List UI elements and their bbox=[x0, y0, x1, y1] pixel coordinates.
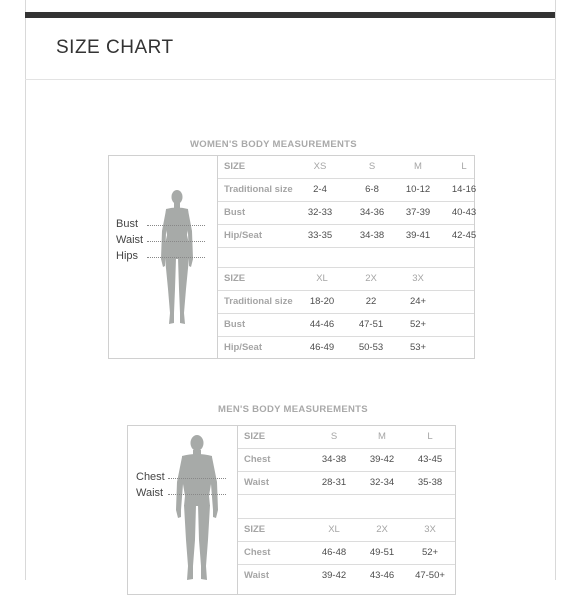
table-row bbox=[218, 202, 477, 225]
table-row bbox=[218, 337, 474, 360]
table-cell: 35-38 bbox=[417, 477, 443, 488]
size-header: SIZE bbox=[244, 431, 266, 442]
table-cell: 34-36 bbox=[359, 207, 385, 218]
table-cell: 44-46 bbox=[309, 319, 335, 330]
waist-label: Waist bbox=[136, 487, 164, 499]
size-header: SIZE bbox=[244, 524, 266, 535]
size-m-header: M bbox=[378, 431, 386, 442]
women-measurement-panel bbox=[108, 155, 475, 359]
table-cell: 39-42 bbox=[369, 454, 395, 465]
table-cell: 46-48 bbox=[321, 547, 347, 558]
table-cell: 18-20 bbox=[309, 296, 335, 307]
row-label: Chest bbox=[244, 547, 271, 558]
table-cell: 39-41 bbox=[405, 230, 431, 241]
row-label: Waist bbox=[244, 477, 269, 488]
table-cell: 40-43 bbox=[451, 207, 477, 218]
table-row bbox=[238, 449, 455, 472]
row-label: Hip/Seat bbox=[224, 230, 263, 241]
top-accent-bar bbox=[25, 12, 555, 18]
page-frame-left bbox=[25, 0, 26, 580]
table-cell: 14-16 bbox=[451, 184, 477, 195]
size-xl-header: XL bbox=[316, 273, 328, 284]
size-2x-header: 2X bbox=[376, 524, 388, 535]
table-row bbox=[238, 565, 455, 588]
men-table1-header bbox=[238, 426, 455, 449]
waist-guide-line bbox=[168, 494, 226, 495]
table-cell: 39-42 bbox=[321, 570, 347, 581]
man-silhouette-icon bbox=[174, 434, 220, 584]
header-divider bbox=[25, 79, 556, 80]
table-cell: 50-53 bbox=[358, 342, 384, 353]
row-label: Bust bbox=[224, 319, 246, 330]
table-cell: 46-49 bbox=[309, 342, 335, 353]
table-cell: 43-46 bbox=[369, 570, 395, 581]
table-row bbox=[238, 472, 455, 495]
size-xs-header: XS bbox=[313, 161, 327, 172]
table-cell: 28-31 bbox=[321, 477, 347, 488]
size-3x-header: 3X bbox=[412, 273, 424, 284]
table-cell: 52+ bbox=[409, 319, 427, 330]
table-cell: 33-35 bbox=[307, 230, 333, 241]
table-cell: 43-45 bbox=[417, 454, 443, 465]
row-label: Waist bbox=[244, 570, 269, 581]
row-label: Traditional size bbox=[224, 184, 293, 195]
size-2x-header: 2X bbox=[365, 273, 377, 284]
row-label: Traditional size bbox=[224, 296, 293, 307]
table-cell: 49-51 bbox=[369, 547, 395, 558]
table-row bbox=[218, 314, 474, 337]
women-table1-header bbox=[218, 156, 474, 179]
table-cell: 47-50+ bbox=[415, 570, 445, 581]
size-xl-header: XL bbox=[328, 524, 340, 535]
size-3x-header: 3X bbox=[424, 524, 436, 535]
page-title: SIZE CHART bbox=[56, 37, 174, 58]
table-cell: 47-51 bbox=[358, 319, 384, 330]
page-frame-right bbox=[555, 0, 556, 580]
size-l-header: L bbox=[461, 161, 467, 172]
men-figure-area bbox=[128, 426, 238, 594]
woman-silhouette-icon bbox=[157, 189, 197, 329]
women-figure-area bbox=[109, 156, 218, 358]
table-cell: 6-8 bbox=[365, 184, 379, 195]
waist-guide-line bbox=[147, 241, 205, 242]
size-header: SIZE bbox=[224, 161, 246, 172]
table-row bbox=[218, 225, 477, 248]
men-table2-header bbox=[238, 519, 455, 542]
waist-label: Waist bbox=[116, 234, 144, 246]
bust-guide-line bbox=[147, 225, 205, 226]
bust-label: Bust bbox=[116, 218, 139, 230]
size-s-header: S bbox=[368, 161, 376, 172]
table-cell: 10-12 bbox=[405, 184, 431, 195]
chest-label: Chest bbox=[136, 471, 165, 483]
size-l-header: L bbox=[427, 431, 433, 442]
table-cell: 52+ bbox=[421, 547, 439, 558]
table-spacer-row bbox=[238, 495, 455, 519]
size-header: SIZE bbox=[224, 273, 246, 284]
table-cell: 37-39 bbox=[405, 207, 431, 218]
row-label: Chest bbox=[244, 454, 271, 465]
row-label: Bust bbox=[224, 207, 246, 218]
men-section-heading: MEN'S BODY MEASUREMENTS bbox=[218, 404, 368, 415]
row-label: Hip/Seat bbox=[224, 342, 263, 353]
table-row bbox=[218, 179, 477, 202]
hips-label: Hips bbox=[116, 250, 139, 262]
chest-guide-line bbox=[168, 478, 226, 479]
table-cell: 24+ bbox=[409, 296, 427, 307]
table-cell: 32-34 bbox=[369, 477, 395, 488]
men-measurement-panel bbox=[127, 425, 456, 595]
table-cell: 34-38 bbox=[359, 230, 385, 241]
table-row bbox=[238, 542, 455, 565]
hips-guide-line bbox=[147, 257, 205, 258]
table-spacer-row bbox=[218, 248, 474, 268]
table-row bbox=[218, 291, 474, 314]
table-cell: 32-33 bbox=[307, 207, 333, 218]
table-cell: 53+ bbox=[409, 342, 427, 353]
women-section-heading: WOMEN'S BODY MEASUREMENTS bbox=[190, 139, 357, 150]
women-table2-header bbox=[218, 268, 474, 291]
table-cell: 34-38 bbox=[321, 454, 347, 465]
table-cell: 42-45 bbox=[451, 230, 477, 241]
table-cell: 22 bbox=[365, 296, 377, 307]
size-s-header: S bbox=[330, 431, 338, 442]
size-m-header: M bbox=[414, 161, 422, 172]
table-cell: 2-4 bbox=[313, 184, 327, 195]
